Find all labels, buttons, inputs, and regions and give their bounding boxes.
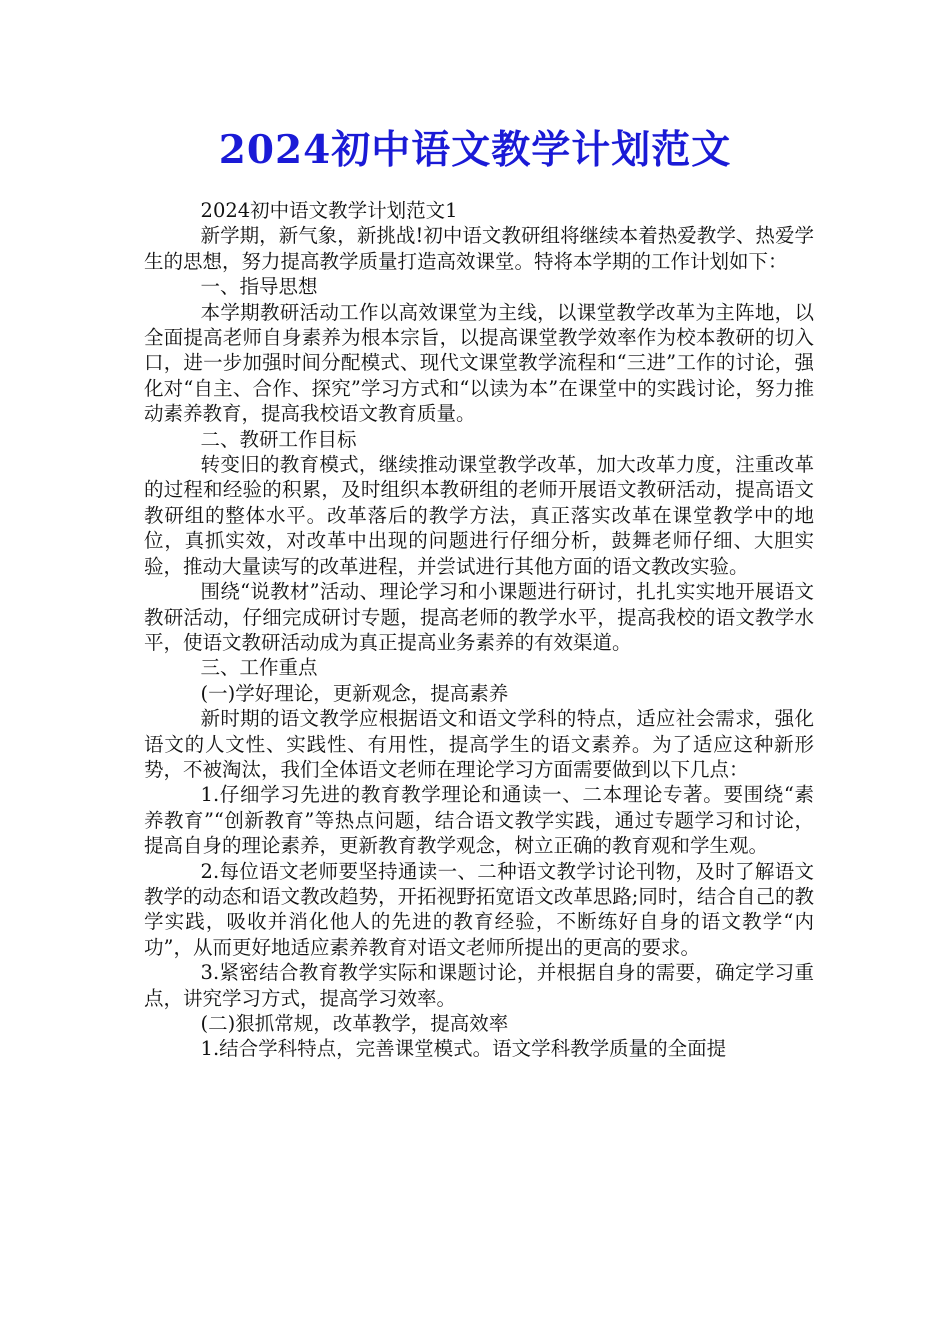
- document-body: [144, 198, 814, 1062]
- subtitle-paragraph: 2024初中语文教学计划范文1: [200, 199, 458, 222]
- section-heading-guiding-thought: 一、指导思想: [200, 275, 318, 299]
- body-paragraph: 转变旧的教育模式，继续推动课堂教学改革，加大改革力度，注重改革的过程和经验的积累，及时组织本教研组的老师开展语文教研活动，提高语文教研组的整体水平。改革落后的教学方法，真正落实改革在课堂教学中的地位，真抓实效，对改革中出现的问题进行仔细分析，鼓舞老师仔细、大胆实验，推动大量读写的改革进程，并尝试进行其他方面的语文教改实验。: [144, 453, 814, 578]
- intro-paragraph: 新学期，新气象，新挑战!初中语文教研组将继续本着热爱教学、热爱学生的思想，努力提高教学质量打造高效课堂。特将本学期的工作计划如下：: [144, 224, 814, 273]
- section-heading-work-focus: 三、工作重点: [200, 656, 318, 680]
- list-item: 1.仔细学习先进的教育教学理论和通读一、二本理论专著。要围绕“素养教育”“创新教育”等热点问题，结合语文教学实践，通过专题学习和讨论，提高自身的理论素养，更新教育教学观念，树立正确的教育观和学生观。: [144, 783, 814, 858]
- list-item: 1.结合学科特点，完善课堂模式。语文学科教学质量的全面提: [200, 1037, 727, 1061]
- list-item: 2.每位语文老师要坚持通读一、二种语文教学讨论刊物，及时了解语文教学的动态和语文教改趋势，开拓视野拓宽语文改革思路;同时，结合自己的教学实践，吸收并消化他人的先进的教育经验，不断练好自身的语文教学“内功”，从而更好地适应素养教育对语文老师所提出的更高的要求。: [144, 859, 814, 959]
- section-heading-research-goals: 二、教研工作目标: [200, 427, 357, 451]
- document-title: 2024初中语文教学计划范文: [218, 127, 732, 173]
- body-paragraph: 围绕“说教材”活动、理论学习和小课题进行研讨，扎扎实实地开展语文教研活动，仔细完成研讨专题，提高老师的教学水平，提高我校的语文教学水平，使语文教研活动成为真正提高业务素养的有效渠道。: [144, 580, 814, 654]
- body-paragraph: 本学期教研活动工作以高效课堂为主线，以课堂教学改革为主阵地，以全面提高老师自身素养为根本宗旨，以提高课堂教学效率作为校本教研的切入口，进一步加强时间分配模式、现代文课堂教学流程和“三进”工作的讨论，强化对“自主、合作、探究”学习方式和“以读为本”在课堂中的实践讨论，努力推动素养教育，提高我校语文教育质量。: [144, 300, 814, 426]
- body-paragraph: 新时期的语文教学应根据语文和语文学科的特点，适应社会需求，强化语文的人文性、实践性、有用性，提高学生的语文素养。为了适应这种新形势，不被淘汰，我们全体语文老师在理论学习方面需要做到以下几点：: [144, 707, 814, 781]
- list-item: 3.紧密结合教育教学实际和课题讨论，并根据自身的需要，确定学习重点，讲究学习方式，提高学习效率。: [144, 961, 814, 1010]
- subsection-heading: (一)学好理论，更新观念，提高素养: [200, 681, 509, 705]
- subsection-heading: (二)狠抓常规，改革教学，提高效率: [200, 1012, 509, 1035]
